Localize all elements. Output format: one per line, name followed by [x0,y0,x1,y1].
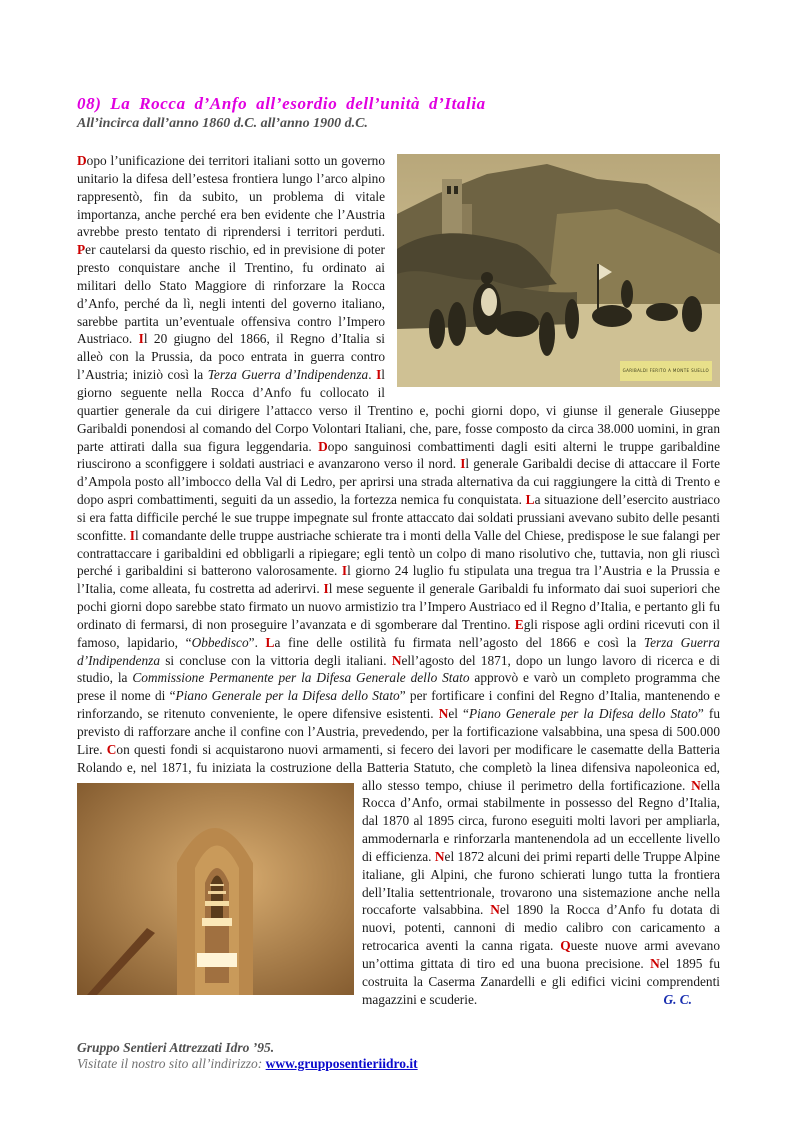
sentence: ueste nuove armi avevano un’ottima gittata di tiro ed una buona precisione. [362,938,720,971]
sentence: ” per fortificare i confini del Regno d’Italia, mantenendo e rinforzando, se ritenuto conveniente, le opere difensive esistenti. [77,688,720,722]
sentence: er cautelarsi da questo rischio, ed in previsione di poter presto conquistare anche il Trentino, fu ordinato ai militari dello Stato Maggiore di rinforzare la Rocca d’Anfo, perché da lì, negli intenti del governo italiano, sarebbe partita un’eventuale offensiva contro l’Impero Austriaco. [77,242,385,347]
page-subtitle: All’incirca dall’anno 1860 d.C. all’anno 1900 d.C. [77,116,368,131]
engraving-illustration [397,154,720,387]
sentence: a fine delle ostilità fu firmata nell’agosto del 1866 e così la [274,634,644,650]
engraving-garibaldi-image [397,154,720,387]
fortress-tunnel-photo [77,783,354,995]
sentence: l mese seguente il generale Garibaldi fu informato dai suoi superiori che pochi giorni dopo sarebbe stato firmato un nuovo armistizio tra l’Impero Austriaco ed il Regno d’Italia, e pertanto gli fu ordinato di fermarsi, di non proseguire l’avanzata e di sgomberare dal Trentino. [77,581,720,632]
article-body [77,152,720,1009]
sentence: on questi fondi si acquistarono nuovi armamenti, si fecero dei lavori per modificare le casematte della Batteria Rolando e, nel 1871, fu iniziata la costruzione della Batteria Statuto, che completò la linea difensiva napoleonica ed, allo stesso tempo, chiuse il perimetro della fortificazione. [77,741,720,793]
sentence: l generale Garibaldi decise di attaccare il Forte d’Ampola posto all’imbocco della Val di Ledro, per aprirsi una strada alternativa da cui raggiungere la città di Trento e dopo aspri combattimenti, seguiti da un assedio, la fortezza nemica fu conquistata. [77,456,720,508]
initial-letter: N [650,955,660,971]
initial-letter: L [525,492,535,508]
sentence: el 1895 fu costruita la Caserma Zanardelli e gli edifici vicini comprendenti magazzini e scuderie. [362,955,720,1007]
sentence: . [368,367,377,383]
initial-letter: I [138,331,144,347]
visit-text: Visitate il nostro sito all’indirizzo: [77,1056,266,1071]
initial-letter: P [77,242,86,258]
sentence: ” fu previsto di rafforzare anche il confine con l’Austria, prevedendo, per la fortificazione valsabbina, una spesa di 500.000 Lire. [77,706,720,757]
author-signature: G. C. [663,991,692,1007]
page-title: 08) La Rocca d’Anfo all’esordio dell’unità d’Italia [77,94,486,113]
italic-term: Piano Generale per la Difesa dello Stato [468,706,698,722]
initial-letter: N [691,777,701,793]
initial-letter: N [391,652,402,668]
footer [77,1040,418,1072]
sentence: l 20 giugno del 1866, il Regno d’Italia si alleò con la Prussia, da poco entrata in guerra contro l’Austria; iniziò così la [77,331,385,383]
sentence: gli rispose agli ordini ricevuti con il famoso, lapidario, “ [77,616,720,650]
initial-letter: D [77,153,87,168]
initial-letter: N [490,902,500,918]
visit-line [77,1056,418,1072]
engraving-caption: GARIBALDI FERITO A MONTE SUELLO [620,361,712,381]
sentence: ella Rocca d’Anfo, ormai stabilmente in possesso del Regno d’Italia, dal 1870 al 1895 circa, furono eseguiti molti lavori per ampliarla, ammodernarla e rinforzarla mantenendola ad un eccellente livello di efficienza. [362,777,720,864]
website-link[interactable]: www.grupposentieriidro.it [265,1056,418,1071]
initial-letter: I [323,581,329,597]
italic-term: Obbedisco [191,634,249,650]
italic-term: Terza Guerra d’Indipendenza [77,634,720,668]
italic-term: Piano Generale per la Difesa dello Stato [175,688,400,704]
organization-name: Gruppo Sentieri Attrezzati Idro ’95. [77,1040,275,1055]
initial-letter: I [376,367,382,383]
initial-letter: E [514,616,524,632]
sentence: a situazione dell’esercito austriaco si era fatta difficile perché le sue truppe impegnate sul fronte attaccato dai soldati prussiani avevano subito delle pesanti sconfitte. [77,492,720,543]
sentence: el “ [448,706,469,722]
tunnel-illustration [77,783,354,995]
sentence: approvò e varò un completo programma che prese il nome di “ [77,670,720,704]
sentence: ”. [248,634,266,650]
sentence: el 1890 la Rocca d’Anfo fu dotata di nuovi, potenti, cannoni di medio calibro con caricamento a retrocarica aventi la canna rigata. [362,902,720,954]
sentence: l giorno 24 luglio fu stipulata una tregua tra l’Austria e la Prussia e l’Italia, come alleata, fu costretta ad aderirvi. [77,563,720,597]
initial-letter: C [106,741,117,757]
sentence: l comandante delle truppe austriache schierate tra i monti della Valle del Chiese, predispose le sue falangi per contrattaccare i garibaldini ed obbligarli a ripiegare; egli tentò un colpo di mano risolutivo che, tuttavia, non gli riuscì perché i garibaldini si batterono valorosamente. [77,527,720,579]
sentence: opo sanguinosi combattimenti dagli esiti alterni le truppe garibaldine riuscirono a sconfiggere i soldati austriaci e avanzarono verso il nord. [77,438,720,472]
initial-letter: N [438,706,449,722]
initial-letter: I [460,456,466,472]
italic-term: Commissione Permanente per la Difesa Generale dello Stato [132,670,470,686]
sentence: opo l’unificazione dei territori italiani sotto un governo unitario la difesa dell’estesa frontiera lungo l’arco alpino rappresentò, fin da subito, un problema di vitale importanza, anche perché era ben evidente che l’Austria avrebbe presto tentato di riprendersi i territori perduti. [77,153,385,240]
sentence: l giorno seguente nella Rocca d’Anfo fu collocato il quartier generale da cui dirigere l’attacco verso il Trentino e, pochi giorni dopo, vi giunse il generale Giuseppe Garibaldi ponendosi al comando del Corpo Volontari Italiani, che, pare, fosse composto da circa 38.000 uomini, in gran parte attirati dalla sua figura leggendaria. [77,367,720,454]
sentence: el 1872 alcuni dei primi reparti delle Truppe Alpine italiane, gli Alpini, che furono schierati lungo tutta la frontiera dell’Italia settentrionale, trovarono una sistemazione anche nella roccaforte valsabbina. [362,848,721,918]
initial-letter: I [129,527,135,543]
italic-term: Terza Guerra d’Indipendenza [207,367,369,383]
initial-letter: N [434,848,445,864]
initial-letter: L [265,634,275,650]
sentence: ell’agosto del 1871, dopo un lungo lavoro di ricerca e di studio, la [77,652,720,686]
initial-letter: Q [560,938,571,954]
initial-letter: D [318,438,328,454]
initial-letter: I [341,563,348,579]
sentence: si concluse con la vittoria degli italiani. [160,652,392,668]
